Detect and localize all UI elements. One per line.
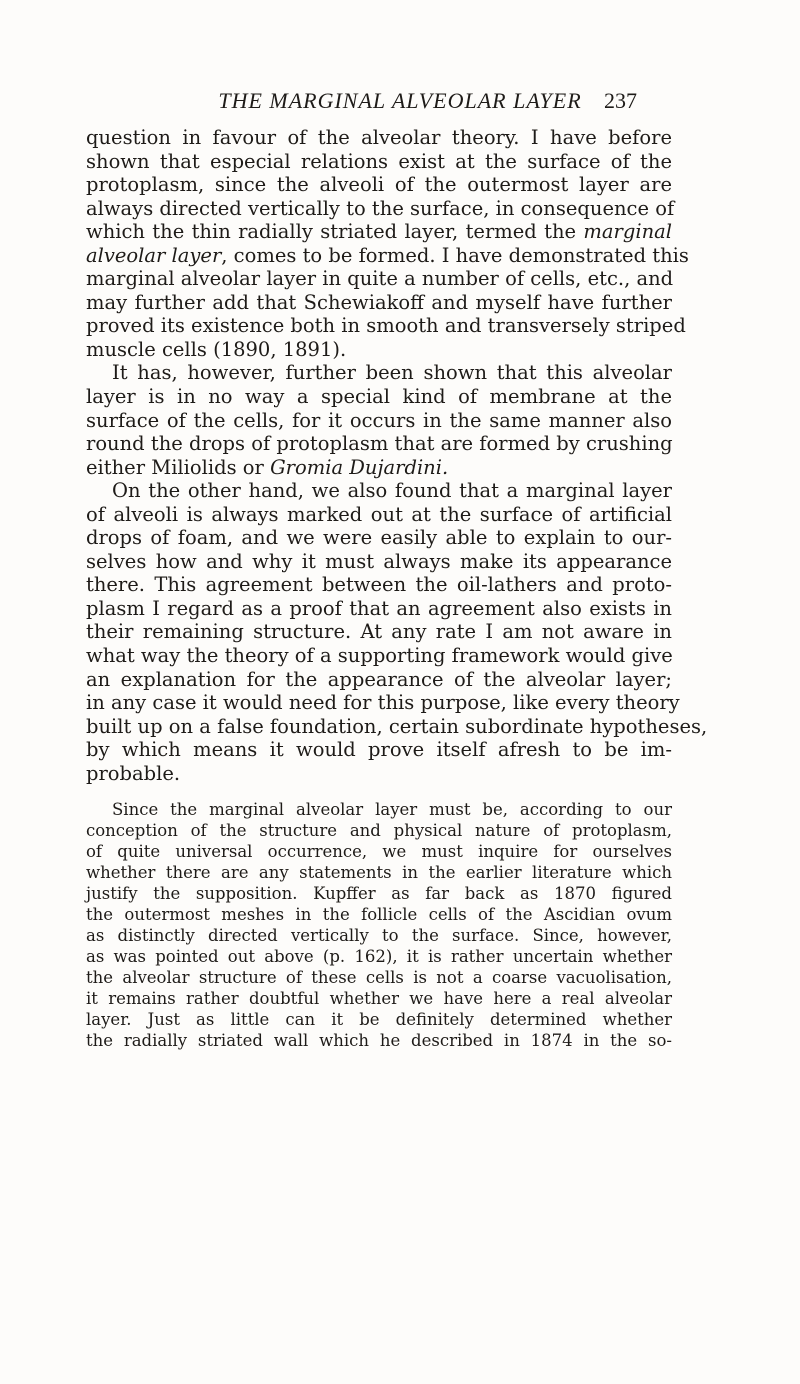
text-line: as was pointed out above (p. 162), it is rather uncertain whether [86,947,672,967]
text-line: whether there are any statements in the earlier literature which [86,863,672,883]
text-line: built up on a false foundation, certain subordinate hypotheses, [86,714,708,738]
text-line: It has, however, further been shown that this alveolar [112,361,672,385]
text-line: marginal alveolar layer in quite a number of cells, etc., and [86,267,674,291]
text-line: conception of the structure and physical nature of protoplasm, [86,821,672,841]
text-line: round the drops of protoplasm that are formed by crushing [86,432,673,456]
text-line: layer. Just as little can it be definitely determined whether [86,1010,672,1030]
paragraph [86,479,708,785]
text-line: an explanation for the appearance of the alveolar layer; [86,667,672,691]
text-line: plasm I regard as a proof that an agreement also exists in [86,596,672,620]
text-line [86,243,689,268]
page-number: 237 [604,88,637,113]
text-line: the alveolar structure of these cells is not a coarse vacuolisation, [86,968,672,988]
text-line: as distinctly directed vertically to the surface. Since, however, [86,926,672,946]
text-line: proved its existence both in smooth and transversely striped [86,314,686,338]
text-line: may further add that Schewiakoff and myself have further [86,290,672,314]
text-line: justify the supposition. Kupffer as far back as 1870 figured [86,884,672,904]
text-line [86,456,672,480]
text-line: probable. [86,761,181,785]
text-line: what way the theory of a supporting framework would give [86,644,673,668]
text-line: protoplasm, since the alveoli of the outermost layer are [86,173,672,197]
italic-term: Gromia Dujardini. [270,455,449,479]
text-line: On the other hand, we also found that a marginal layer [112,479,672,503]
text-line: shown that especial relations exist at the surface of the [86,149,672,173]
italic-term: marginal [583,220,672,244]
text-line [86,220,672,244]
text-fragment: either Miliolids or [86,455,264,479]
text-fragment: , comes to be formed. I have demonstrated this [221,243,689,267]
page-body [86,126,708,1051]
paragraph [86,361,672,479]
text-line: by which means it would prove itself afresh to be im- [86,738,672,762]
small-print-paragraph [86,799,672,1051]
text-line: of quite universal occurrence, we must inquire for ourselves [86,842,672,862]
text-line: layer is in no way a special kind of membrane at the [86,385,672,409]
paragraph [86,126,689,361]
text-line: muscle cells (1890, 1891). [86,337,347,361]
text-line: drops of foam, and we were easily able to explain to our- [86,526,672,550]
text-line: it remains rather doubtful whether we have here a real alveolar [86,989,672,1009]
text-fragment: which the thin radially striated layer, termed the [86,220,577,244]
text-line: their remaining structure. At any rate I am not aware in [86,620,672,644]
text-line: there. This agreement between the oil-lathers and proto- [86,573,672,597]
text-line: surface of the cells, for it occurs in the same manner also [86,408,672,432]
text-line: the radially striated wall which he described in 1874 in the so- [86,1031,672,1051]
text-line: of alveoli is always marked out at the surface of artificial [86,502,672,526]
text-line: the outermost meshes in the follicle cells of the Ascidian ovum [86,905,672,925]
text-line: in any case it would need for this purpose, like every theory [86,691,680,715]
italic-term: alveolar layer [86,243,222,267]
text-line: selves how and why it must always make its appearance [86,549,672,573]
text-line: always directed vertically to the surface, in consequence of [86,196,675,220]
running-header: THE MARGINAL ALVEOLAR LAYER [218,88,582,113]
text-line: Since the marginal alveolar layer must be, according to our [112,800,672,820]
text-line: question in favour of the alveolar theory. I have before [86,126,672,149]
